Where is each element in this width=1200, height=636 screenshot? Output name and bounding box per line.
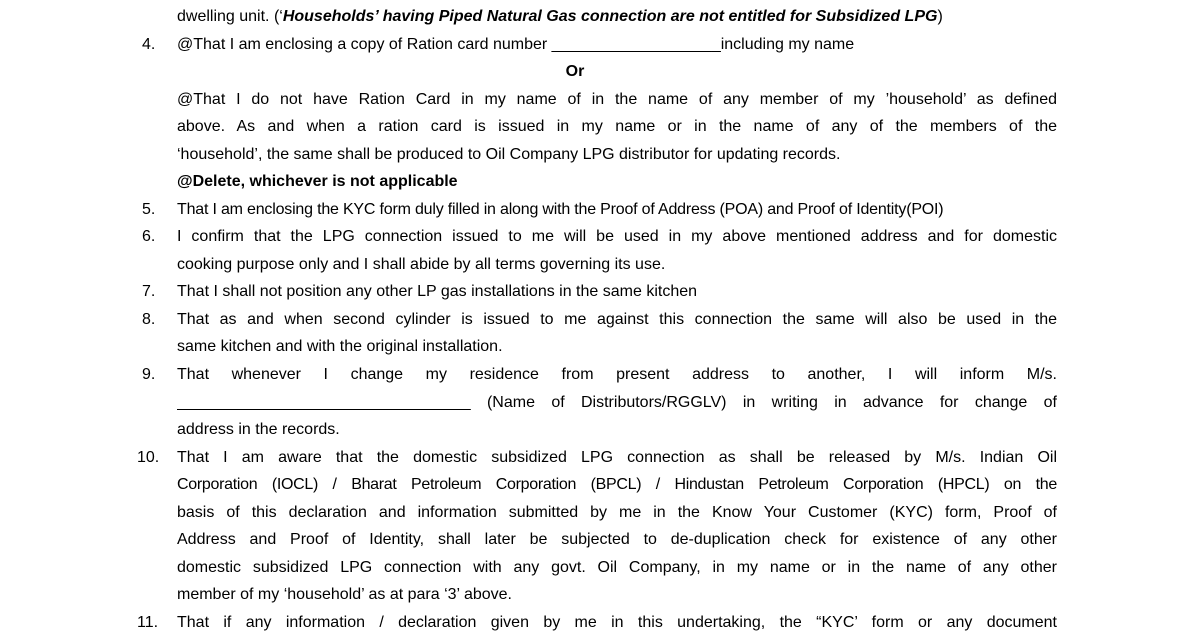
item-number: 10. (137, 449, 160, 466)
item-number: 9. (142, 366, 156, 383)
item-7-line-1 (0, 278, 1200, 305)
text-fragment: dwelling unit. (‘ (177, 8, 283, 25)
item-8-line-1 (0, 306, 1200, 333)
item-number: 8. (142, 311, 156, 328)
ration-card-line-3 (0, 141, 1200, 168)
item-number: 7. (142, 283, 156, 300)
item-9-line-1 (0, 361, 1200, 388)
item-6-line-1 (0, 223, 1200, 250)
item-9-line-3 (0, 416, 1200, 443)
item-11-line-1 (0, 609, 1200, 636)
item-text: That as and when second cylinder is issued to me against this connection the same will also be used in the (177, 311, 1057, 328)
item-text: @That I am enclosing a copy of Ration card number ___________________including my name (177, 36, 855, 53)
item-text: That I am enclosing the KYC form duly filled in along with the Proof of Address (POA) and Proof of Identity(POI) (177, 201, 944, 218)
item-text: same kitchen and with the original installation. (177, 338, 503, 355)
item-text: That I am aware that the domestic subsidized LPG connection as shall be released by M/s. Indian Oil (177, 449, 1057, 466)
delete-note-line (0, 168, 1200, 195)
delete-note: @Delete, whichever is not applicable (177, 173, 458, 190)
item-10-line-2 (0, 471, 1200, 498)
ration-card-line-2 (0, 113, 1200, 140)
item-10-line-6 (0, 581, 1200, 608)
bold-italic-note: Households’ having Piped Natural Gas connection are not entitled for Subsidized LPG (282, 8, 938, 25)
item-text: cooking purpose only and I shall abide by all terms governing its use. (177, 256, 666, 273)
item-text: ‘household’, the same shall be produced to Oil Company LPG distributor for updating records. (177, 146, 841, 163)
line-dwelling-unit (177, 3, 943, 30)
item-text: basis of this declaration and information submitted by me in the Know Your Customer (KYC) form, Proof of (177, 504, 1057, 521)
item-text: That I shall not position any other LP gas installations in the same kitchen (177, 283, 698, 300)
item-text: member of my ‘household’ as at para ‘3’ above. (177, 586, 512, 603)
item-text: I confirm that the LPG connection issued to me will be used in my above mentioned address and for domestic (177, 228, 1057, 245)
item-text: address in the records. (177, 421, 340, 438)
item-text: @That I do not have Ration Card in my name of in the name of any member of my ’household’ as defined (177, 91, 1057, 108)
ration-card-line-1 (0, 86, 1200, 113)
item-9-line-2 (0, 389, 1200, 416)
item-10-line-3 (0, 499, 1200, 526)
item-5-line-1 (0, 196, 1200, 223)
item-number: 11. (137, 614, 159, 631)
item-text: domestic subsidized LPG connection with any govt. Oil Company, in my name or in the name of any other (177, 559, 1057, 576)
item-8-line-2 (0, 333, 1200, 360)
item-text: That if any information / declaration given by me in this undertaking, the “KYC’ form or any document (177, 614, 1057, 631)
item-text: Corporation (IOCL) / Bharat Petroleum Corporation (BPCL) / Hindustan Petroleum Corporation (HPCL) on the (177, 476, 1057, 493)
item-10-line-5 (0, 554, 1200, 581)
item-4-line-1 (0, 31, 1200, 58)
item-text: above. As and when a ration card is issued in my name or in the name of any of the members of the (177, 118, 1057, 135)
item-10-line-1 (0, 444, 1200, 471)
item-10-line-4 (0, 526, 1200, 553)
text-fragment: ) (937, 8, 943, 25)
item-text: That whenever I change my residence from present address to another, I will inform M/s. (177, 366, 1057, 383)
item-text: _________________________________ (Name of Distributors/RGGLV) in writing in advance for change of (177, 394, 1057, 411)
item-number: 4. (142, 36, 156, 53)
item-number: 6. (142, 228, 156, 245)
or-separator: Or (565, 63, 585, 80)
item-number: 5. (142, 201, 156, 218)
item-text: Address and Proof of Identity, shall later be subjected to de-duplication check for existence of any other (177, 531, 1057, 548)
item-6-line-2 (0, 251, 1200, 278)
